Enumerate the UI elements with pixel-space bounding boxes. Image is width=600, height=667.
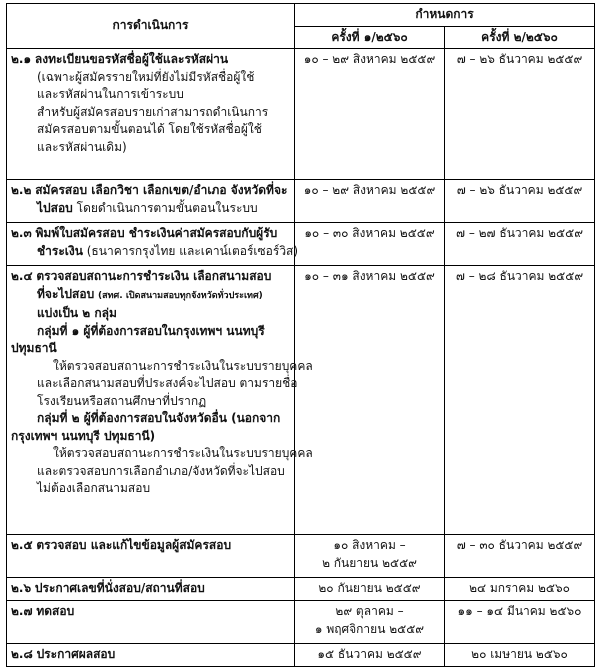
group-1-heading: กลุ่มที่ ๑ ผู้ที่ต้องการสอบในกรุงเทพฯ นนทบุรี: [37, 323, 265, 338]
row-text: โดยดำเนินการตามขั้นตอนในระบบ: [72, 200, 258, 215]
table-row: [7, 49, 595, 180]
group-2-heading: กลุ่มที่ ๒ ผู้ที่ต้องการสอบในจังหวัดอื่น (นอกจาก: [37, 411, 281, 425]
row-text: สมัครสอบตามขั้นตอนได้ โดยใช้รหัสชื่อผู้ใช้: [37, 122, 262, 136]
row-2-2-operation: [7, 180, 295, 223]
table-row: [7, 578, 595, 601]
operations-header: การดำเนินการ: [7, 4, 295, 49]
row-2-3-round2-date: ๗ – ๒๗ ธันวาคม ๒๕๕๙: [445, 223, 595, 266]
row-subheading: แบ่งเป็น ๒ กลุ่ม: [37, 306, 117, 320]
row-2-3-round1-date: ๑๐ – ๓๐ สิงหาคม ๒๕๕๙: [295, 223, 445, 266]
row-2-4-round1-date: ๑๐ – ๓๑ สิงหาคม ๒๕๕๙: [295, 266, 445, 535]
table-row: [7, 601, 595, 644]
row-text: ให้ตรวจสอบสถานะการชำระเงินในระบบรายบุคคล: [53, 358, 313, 373]
row-title: ตรวจสอบ และแก้ไขข้อมูลผู้สมัครสอบ: [36, 538, 232, 552]
row-2-2-round1-date: ๑๐ – ๒๙ สิงหาคม ๒๕๕๙: [295, 180, 445, 223]
row-number: ๒.๘: [11, 647, 33, 661]
row-text: และเลือกสนามสอบที่ประสงค์จะไปสอบ ตามรายชื่อ: [37, 376, 298, 390]
row-2-5-round2-date: ๗ – ๓๐ ธันวาคม ๒๕๕๙: [445, 535, 595, 578]
row-title: พิมพ์ใบสมัครสอบ ชำระเงินค่าสมัครสอบกับผู้รับ: [35, 226, 278, 240]
row-title: ประกาศเลขที่นั่งสอบ/สถานที่สอบ: [34, 581, 205, 595]
table-row: [7, 535, 595, 578]
row-text: สำหรับผู้สมัครสอบรายเก่าสามารถดำเนินการ: [37, 104, 269, 119]
row-title: ลงทะเบียนขอรหัสชื่อผู้ใช้และรหัสผ่าน: [34, 52, 229, 66]
row-text: (ธนาคารกรุงไทย และเคาน์เตอร์เซอร์วิส): [82, 243, 299, 258]
row-text: ให้ตรวจสอบสถานะการชำระเงินในระบบรายบุคคล: [53, 446, 313, 460]
row-2-6-operation: [7, 578, 295, 601]
row-title-cont: ชำระเงิน: [37, 243, 83, 258]
row-note: (สทศ. เปิดสนามสอบทุกจังหวัดทั่วประเทศ): [98, 290, 263, 301]
row-2-8-round1-date: ๑๕ ธันวาคม ๒๕๕๙: [295, 644, 445, 667]
row-text: (เฉพาะผู้สมัครรายใหม่ที่ยังไม่มีรหัสชื่อผู้ใช้: [37, 69, 255, 84]
row-title: สมัครสอบ เลือกวิชา เลือกเขต/อำเภอ จังหวัดที่จะ: [35, 183, 288, 197]
row-text: และรหัสผ่านเดิม): [37, 139, 127, 154]
row-2-1-operation: [7, 49, 295, 180]
row-2-4-operation: [7, 266, 313, 535]
round1-header: ครั้งที่ ๑/๒๕๖๐: [295, 26, 445, 49]
row-number: ๒.๗: [11, 604, 33, 618]
row-2-8-round2-date: ๒๐ เมษายน ๒๕๖๐: [445, 644, 595, 667]
row-2-5-round1-date: [295, 535, 445, 578]
group-2-heading-cont: กรุงเทพฯ นนทบุรี ปทุมธานี): [11, 428, 156, 443]
row-text: ไม่ต้องเลือกสนามสอบ: [37, 481, 151, 495]
round2-header: ครั้งที่ ๒/๒๕๖๐: [445, 26, 595, 49]
table-row: [7, 180, 595, 223]
row-number: ๒.๔: [11, 269, 33, 283]
row-2-7-operation: [7, 601, 295, 644]
row-2-4-round2-date: ๗ – ๒๘ ธันวาคม ๒๕๕๙: [445, 266, 595, 535]
header-row: [7, 4, 595, 27]
row-title-cont: ที่จะไปสอบ: [37, 286, 95, 301]
schedule-header: กำหนดการ: [295, 4, 595, 27]
row-2-1-round1-date: ๑๐ – ๒๙ สิงหาคม ๒๕๕๙: [295, 49, 445, 180]
row-number: ๒.๓: [11, 226, 32, 240]
date-line: ๒๙ ตุลาคม –: [335, 604, 404, 618]
row-text: โรงเรียนหรือสถานศึกษาที่ปรากฏ: [37, 393, 207, 408]
row-title-cont: ไปสอบ: [37, 200, 73, 215]
row-number: ๒.๖: [11, 581, 32, 595]
row-2-7-round1-date: [295, 601, 445, 644]
row-2-6-round1-date: ๒๐ กันยายน ๒๕๕๙: [295, 578, 445, 601]
row-title: ทดสอบ: [36, 604, 75, 618]
row-text: และรหัสผ่านในการเข้าระบบ: [37, 87, 184, 101]
table-row: [7, 223, 595, 266]
row-text: และตรวจสอบการเลือกอำเภอ/จังหวัดที่จะไปสอบ: [37, 463, 285, 478]
row-number: ๒.๒: [11, 183, 32, 197]
table-row: [7, 266, 595, 535]
row-2-3-operation: [7, 223, 299, 266]
row-2-5-operation: [7, 535, 295, 578]
row-number: ๒.๕: [11, 538, 33, 552]
row-2-8-operation: [7, 644, 295, 667]
date-line: ๒ กันยายน ๒๕๕๙: [322, 555, 417, 570]
row-2-6-round2-date: ๒๔ มกราคม ๒๕๖๐: [445, 578, 595, 601]
group-1-heading-cont: ปทุมธานี: [11, 341, 57, 355]
row-2-7-round2-date: ๑๑ – ๑๔ มีนาคม ๒๕๖๐: [445, 601, 595, 644]
row-2-1-round2-date: ๗ – ๒๖ ธันวาคม ๒๕๕๙: [445, 49, 595, 180]
table-row: [7, 644, 595, 667]
row-2-2-round2-date: ๗ – ๒๖ ธันวาคม ๒๕๕๙: [445, 180, 595, 223]
row-title: ตรวจสอบสถานะการชำระเงิน เลือกสนามสอบ: [36, 269, 272, 283]
date-line: ๑๐ สิงหาคม –: [333, 538, 406, 552]
row-title: ประกาศผลสอบ: [36, 647, 116, 661]
row-number: ๒.๑: [11, 52, 32, 66]
schedule-table: [6, 3, 595, 667]
date-line: ๑ พฤศจิกายน ๒๕๕๙: [314, 621, 425, 636]
